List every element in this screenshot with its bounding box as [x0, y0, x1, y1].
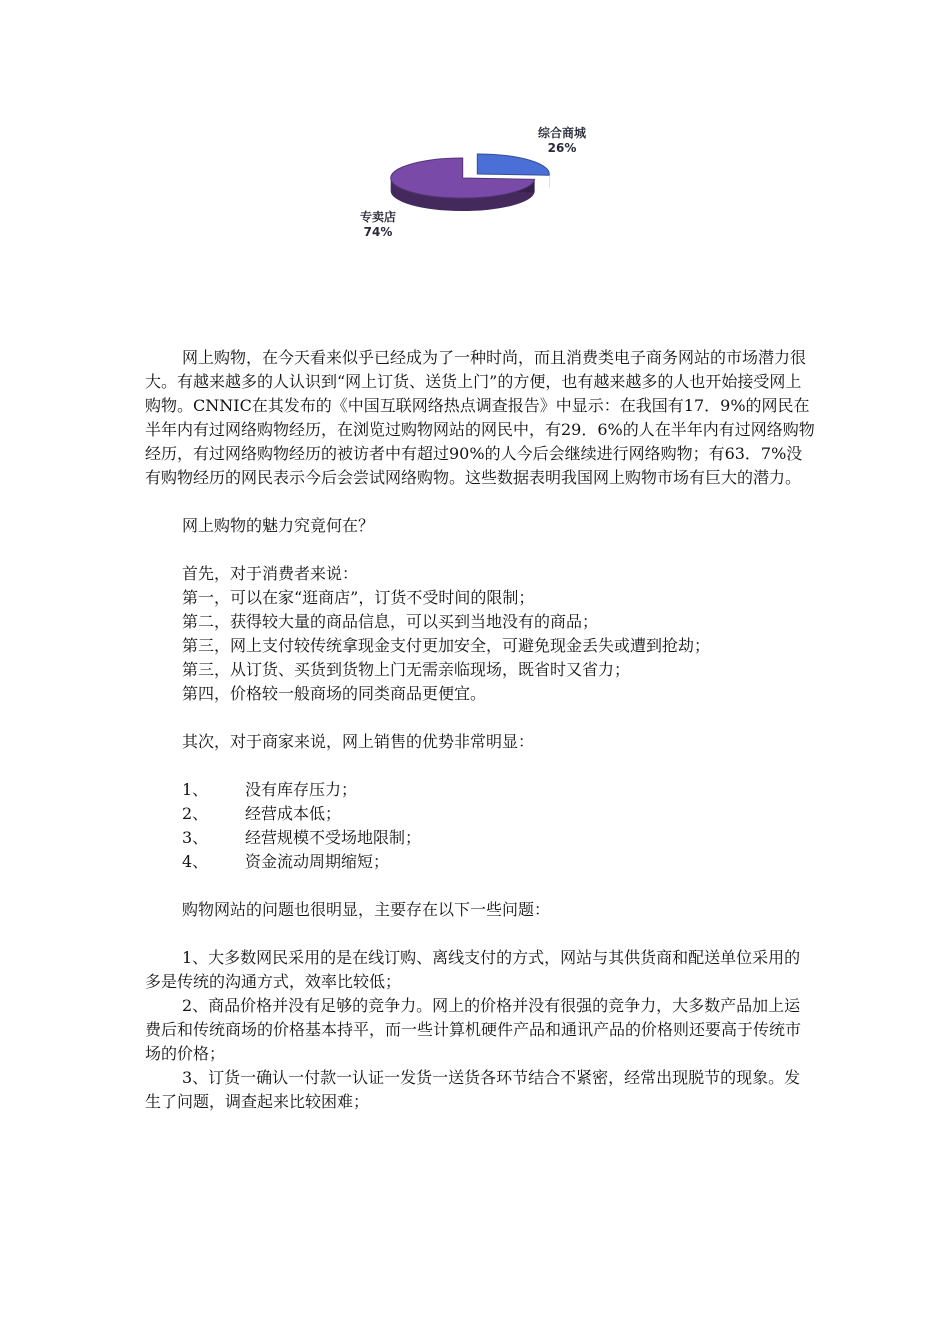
slice-label-0	[522, 126, 602, 156]
list-number: 2、	[182, 804, 209, 823]
consumer-item: 第四，价格较一般商场的同类商品更便宜。	[182, 684, 487, 703]
pie-slice-top	[477, 154, 549, 175]
list-number: 1、	[182, 780, 209, 799]
slice-label-1	[338, 210, 418, 240]
list-number: 3、	[182, 828, 209, 847]
consumer-item: 第三，网上支付较传统拿现金支付更加安全，可避免现金丢失或遭到抢劫；	[182, 636, 711, 655]
merchant-intro: 其次，对于商家来说，网上销售的优势非常明显：	[182, 732, 535, 751]
problem-item: 3、订货一确认一付款一认证一发货一送货各环节结合不紧密，经常出现脱节的现象。发生了问题，调查起来比较困难；	[145, 1068, 801, 1111]
list-text: 资金流动周期缩短；	[245, 852, 390, 871]
slice-value-label: 74%	[363, 225, 393, 239]
slice-category-label: 综合商城	[537, 126, 586, 140]
problem-item: 1、大多数网民采用的是在线订购、离线支付的方式，网站与其供货商和配送单位采用的多是传统的沟通方式，效率比较低；	[145, 948, 801, 991]
merchant-item	[145, 778, 815, 802]
merchant-item	[145, 802, 815, 826]
list-text: 没有库存压力；	[245, 780, 358, 799]
consumer-item: 第二，获得较大量的商品信息，可以买到当地没有的商品；	[182, 612, 599, 631]
problems-intro: 购物网站的问题也很明显，主要存在以下一些问题：	[182, 900, 551, 919]
intro-paragraph: 网上购物，在今天看来似乎已经成为了一种时尚，而且消费类电子商务网站的市场潜力很大。有越来越多的人认识到“网上订货、送货上门”的方便，也有越来越多的人也开始接受网上购物。CNNIC在其发布的《中国互联网络热点调查报告》中显示：在我国有17．9%的网民在半年内有过网络购物经历，在浏览过购物网站的网民中，有29．6%的人在半年内有过网络购物经历，有过网络购物经历的被访者中有超过90%的人今后会继续进行网络购物；有63．7%没有购物经历的网民表示今后会尝试网络购物。这些数据表明我国网上购物市场有巨大的潜力。	[145, 348, 815, 487]
consumer-item: 第三，从订货、买货到货物上门无需亲临现场，既省时又省力；	[182, 660, 631, 679]
list-text: 经营规模不受场地限制；	[245, 828, 422, 847]
merchant-item	[145, 850, 815, 874]
consumer-item: 第一，可以在家“逛商店”，订货不受时间的限制；	[182, 588, 535, 607]
list-number: 4、	[182, 852, 209, 871]
problem-item: 2、商品价格并没有足够的竞争力。网上的价格并没有很强的竞争力，大多数产品加上运费后和传统商场的价格基本持平，而一些计算机硬件产品和通讯产品的价格则还要高于传统市场的价格；	[145, 996, 802, 1063]
document-body	[145, 346, 815, 1114]
consumer-intro: 首先，对于消费者来说：	[182, 564, 359, 583]
list-text: 经营成本低；	[245, 804, 342, 823]
merchant-item	[145, 826, 815, 850]
pie-chart	[330, 118, 630, 258]
question-line: 网上购物的魅力究竟何在？	[182, 516, 375, 535]
slice-category-label: 专卖店	[359, 210, 396, 224]
slice-value-label: 26%	[547, 141, 577, 155]
